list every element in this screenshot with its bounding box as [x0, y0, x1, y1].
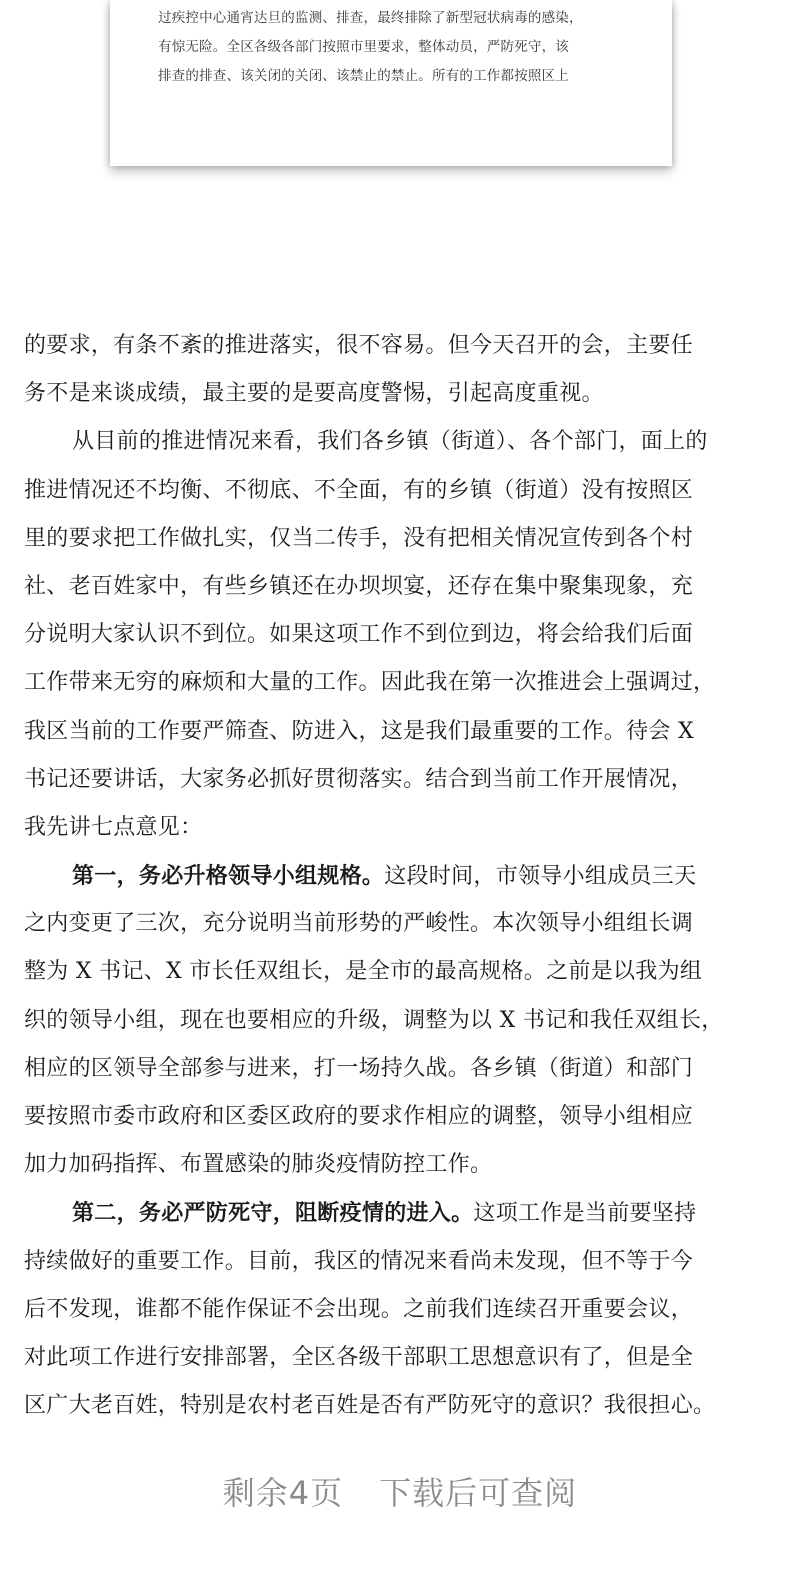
body-line: 要按照市委市政府和区委区政府的要求作相应的调整，领导小组相应 — [24, 1104, 694, 1129]
download-prompt[interactable] — [0, 1468, 800, 1514]
preview-card-text — [158, 4, 630, 91]
body-line: 持续做好的重要工作。目前，我区的情况来看尚未发现，但不等于今 — [24, 1248, 694, 1274]
body-line: 分说明大家认识不到位。如果这项工作不到位到边，将会给我们后面 — [24, 622, 694, 648]
section-one-heading: 第一，务必升格领导小组规格。这段时间，市领导小组成员三天 — [72, 863, 697, 890]
remaining-pages-label: 剩余4页 — [222, 1474, 344, 1512]
body-line: 之内变更了三次，充分说明当前形势的严峻性。本次领导小组组长调 — [24, 911, 694, 937]
card-line: 排查的排查、该关闭的关闭、该禁止的禁止。所有的工作都按照区上 — [158, 68, 569, 84]
download-to-view-label[interactable]: 下载后可查阅 — [379, 1474, 578, 1512]
body-line: 后不发现，谁都不能作保证不会出现。之前我们连续召开重要会议， — [24, 1296, 694, 1322]
body-line: 我先讲七点意见： — [24, 814, 203, 840]
body-line: 加力加码指挥、布置感染的肺炎疫情防控工作。 — [24, 1152, 493, 1178]
section-two-heading: 第二，务必严防死守，阻断疫情的进入。这项工作是当前要坚持 — [72, 1200, 697, 1227]
body-line: 的要求，有条不紊的推进落实，很不容易。但今天召开的会，主要任 — [24, 333, 694, 358]
body-line: 社、老百姓家中，有些乡镇还在办坝坝宴，还存在集中聚集现象，充 — [24, 573, 694, 599]
body-line: 整为 X 书记、X 市长任双组长，是全市的最高规格。之前是以我为组 — [24, 959, 703, 985]
body-line: 我区当前的工作要严筛查、防进入，这是我们最重要的工作。待会 X — [24, 718, 694, 744]
body-line: 书记还要讲话，大家务必抓好贯彻落实。结合到当前工作开展情况， — [24, 766, 694, 792]
preview-page-card — [110, 0, 672, 166]
body-line: 区广大老百姓，特别是农村老百姓是否有严防死守的意识？我很担心。 — [24, 1393, 716, 1419]
body-line: 推进情况还不均衡、不彻底、不全面，有的乡镇（街道）没有按照区 — [24, 477, 694, 503]
document-body — [24, 322, 772, 1430]
card-line: 有惊无险。全区各级各部门按照市里要求，整体动员，严防死守，该 — [158, 39, 569, 55]
body-line: 织的领导小组，现在也要相应的升级，调整为以 X 书记和我任双组长， — [24, 1007, 724, 1033]
body-line: 对此项工作进行安排部署，全区各级干部职工思想意识有了，但是全 — [24, 1344, 694, 1370]
card-line: 过疾控中心通宵达旦的监测、排查，最终排除了新型冠状病毒的感染， — [158, 10, 583, 26]
body-line: 里的要求把工作做扎实，仅当二传手，没有把相关情况宣传到各个村 — [24, 525, 694, 551]
body-line: 务不是来谈成绩，最主要的是要高度警惕，引起高度重视。 — [24, 381, 604, 407]
bold-heading: 第二，务必严防死守，阻断疫情的进入。 — [72, 1200, 474, 1227]
body-line: 工作带来无穷的麻烦和大量的工作。因此我在第一次推进会上强调过， — [24, 670, 716, 696]
bold-heading: 第一，务必升格领导小组规格。 — [72, 863, 385, 890]
body-line: 相应的区领导全部参与进来，打一场持久战。各乡镇（街道）和部门 — [24, 1055, 694, 1081]
paragraph-start: 从目前的推进情况来看，我们各乡镇（街道）、各个部门，面上的 — [72, 429, 708, 455]
